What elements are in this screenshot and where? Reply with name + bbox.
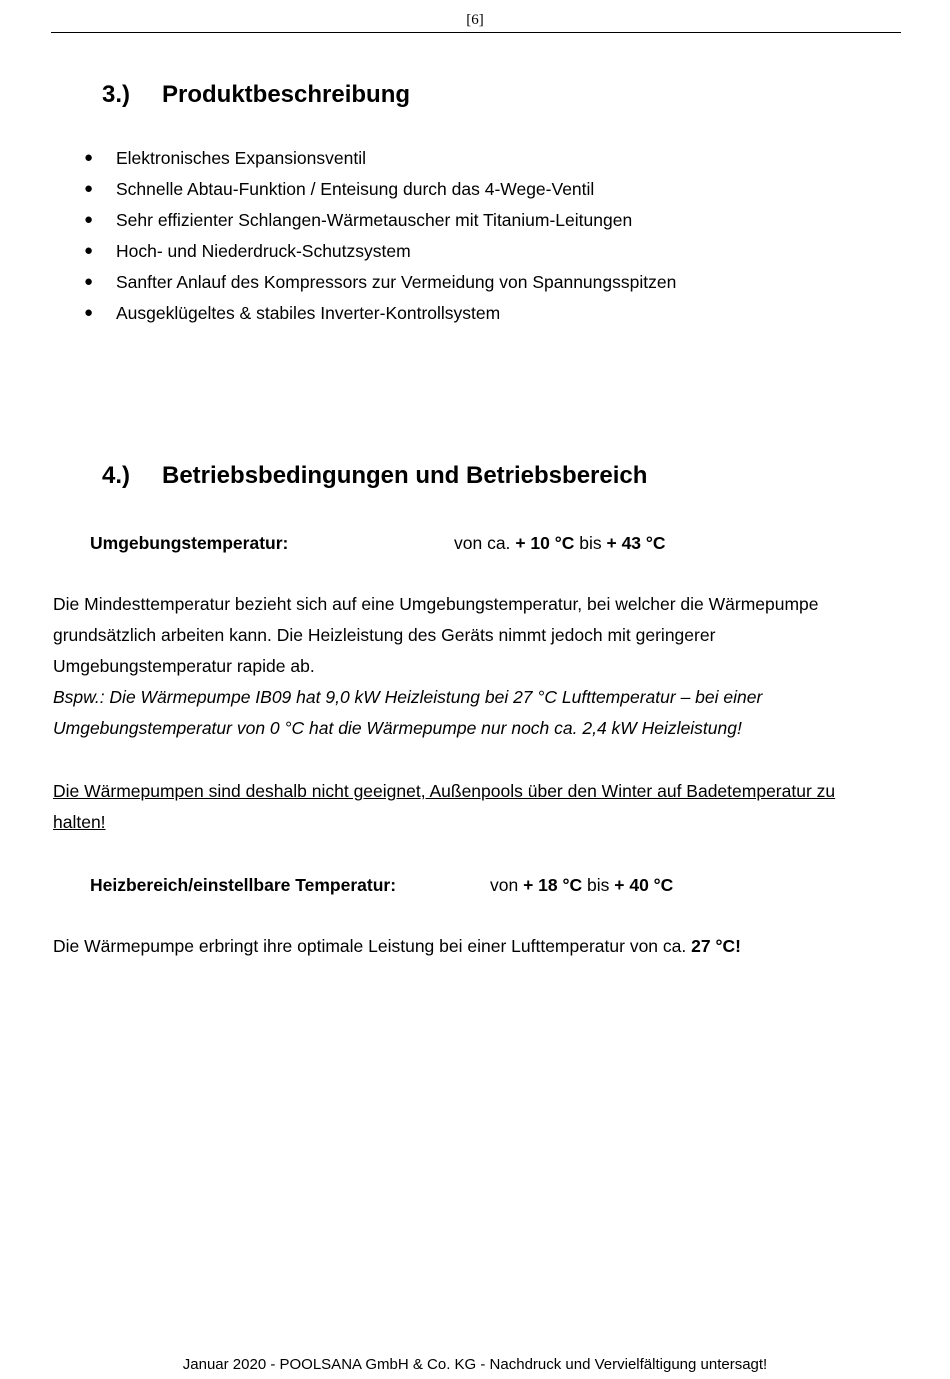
header-rule [51, 32, 901, 33]
page-number: [6] [466, 12, 484, 28]
section-4-heading [102, 462, 647, 490]
feature-list [84, 145, 676, 331]
page-footer: Januar 2020 - POOLSANA GmbH & Co. KG - Nachdruck und Vervielfältigung untersagt! [182, 1356, 768, 1373]
example-paragraph: Bspw.: Die Wärmepumpe IB09 hat 9,0 kW Heizleistung bei 27 °C Lufttemperatur – bei einer Umgebungstemperatur von 0 °C hat die Wärmepumpe nur noch ca. 2,4 kW Heizleistung! [53, 687, 763, 738]
bullet-icon: ● [84, 242, 94, 259]
section-3-title: Produktbeschreibung [162, 81, 411, 108]
bullet-icon: ● [84, 180, 94, 197]
heating-range-value [490, 873, 673, 897]
ambient-temperature-range [454, 531, 666, 555]
list-item [84, 238, 676, 269]
bullet-icon: ● [84, 211, 94, 228]
list-item-text: Schnelle Abtau-Funktion / Enteisung durch das 4-Wege-Ventil [116, 179, 595, 199]
section-3-number: 3.) [102, 81, 131, 108]
range-prefix: von [490, 875, 519, 895]
range-prefix: von ca. [454, 533, 511, 553]
optimal-performance-value: 27 °C! [691, 936, 741, 956]
list-item [84, 207, 676, 238]
range-separator: bis [587, 875, 610, 895]
bullet-icon: ● [84, 149, 94, 166]
optimal-performance-text: Die Wärmepumpe erbringt ihre optimale Leistung bei einer Lufttemperatur von ca. [53, 936, 687, 956]
list-item [84, 269, 676, 300]
section-4-number: 4.) [102, 462, 131, 489]
bullet-icon: ● [84, 304, 94, 321]
min-temperature-paragraph: Die Mindesttemperatur bezieht sich auf eine Umgebungstemperatur, bei welcher die Wärmepumpe grundsätzlich arbeiten kann. Die Heizleistung des Geräts nimmt jedoch mit geringerer Umgebungstemperatur rapide ab. [53, 594, 819, 676]
heating-range-spec [90, 873, 890, 897]
list-item [84, 145, 676, 176]
section-4-title: Betriebsbedingungen und Betriebsbereich [162, 462, 648, 489]
bullet-icon: ● [84, 273, 94, 290]
range-min: + 10 °C [515, 533, 575, 553]
list-item [84, 300, 676, 331]
list-item-text: Sehr effizienter Schlangen-Wärmetauscher mit Titanium-Leitungen [116, 210, 633, 230]
ambient-temperature-label: Umgebungstemperatur: [90, 533, 289, 553]
list-item-text: Sanfter Anlauf des Kompressors zur Vermeidung von Spannungsspitzen [116, 272, 677, 292]
optimal-performance-paragraph [53, 931, 883, 962]
warning-paragraph: Die Wärmepumpen sind deshalb nicht geeignet, Außenpools über den Winter auf Badetemperatur zu halten! [53, 781, 836, 832]
range-max: + 43 °C [606, 533, 666, 553]
list-item-text: Elektronisches Expansionsventil [116, 148, 366, 168]
list-item-text: Hoch- und Niederdruck-Schutzsystem [116, 241, 411, 261]
ambient-temperature-spec [90, 531, 890, 555]
range-min: + 18 °C [523, 875, 583, 895]
section-3-heading [102, 81, 410, 109]
range-separator: bis [579, 533, 602, 553]
list-item-text: Ausgeklügeltes & stabiles Inverter-Kontrollsystem [116, 303, 501, 323]
list-item [84, 176, 676, 207]
heating-range-label: Heizbereich/einstellbare Temperatur: [90, 875, 397, 895]
range-max: + 40 °C [614, 875, 674, 895]
